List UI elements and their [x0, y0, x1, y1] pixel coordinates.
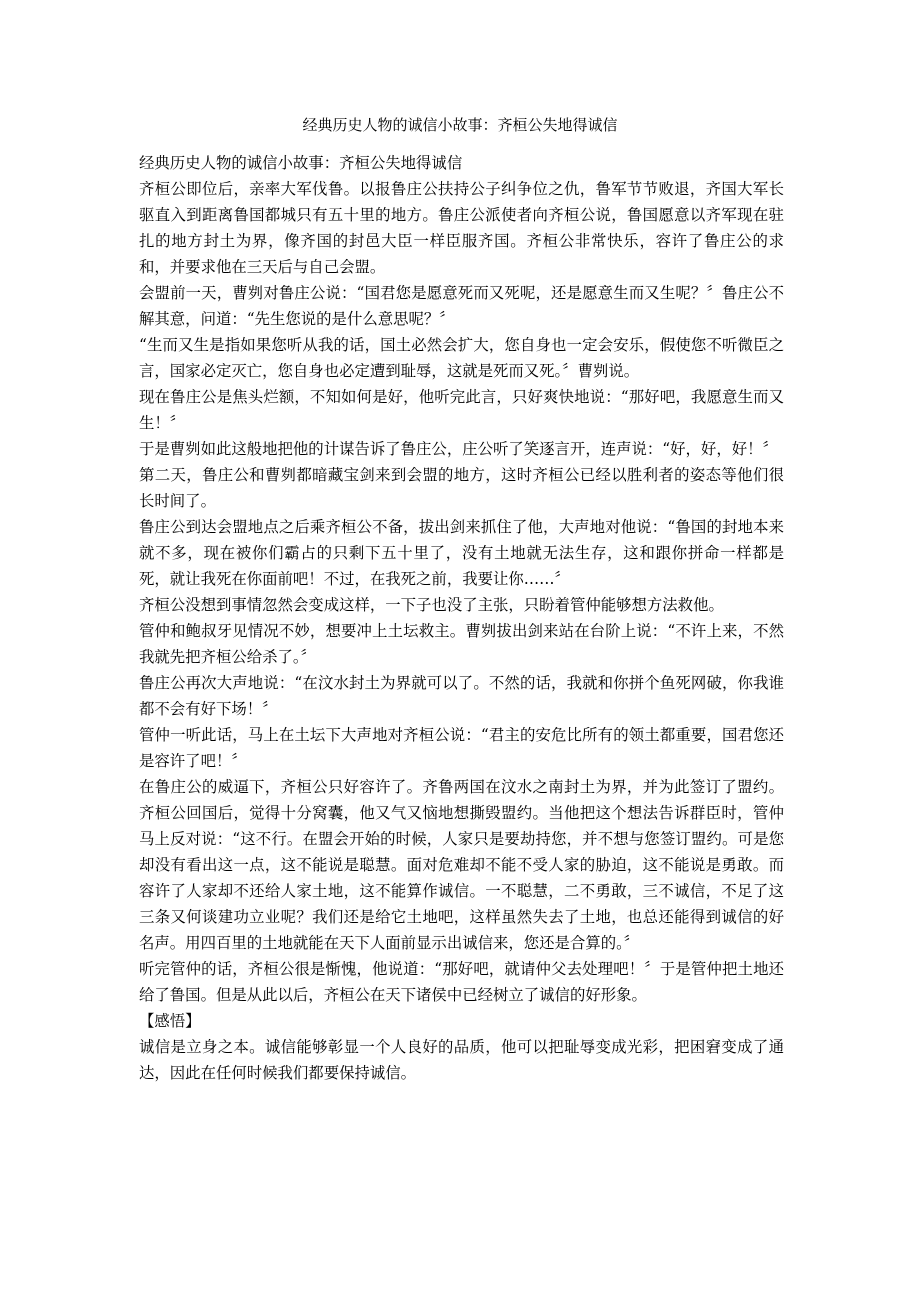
document-body: [139, 150, 784, 1086]
paragraph: 听完管仲的话，齐桓公很是惭愧，他说道：“那好吧，就请仲父去处理吧！〞于是管仲把土地还给了鲁国。但是从此以后，齐桓公在天下诸侯中已经树立了诚信的好形象。: [139, 960, 784, 1004]
section-heading: 【感悟】: [139, 1012, 201, 1030]
paragraph: 管仲一听此话，马上在土坛下大声地对齐桓公说：“君主的安危比所有的领土都重要，国君您还是容许了吧！〞: [139, 726, 784, 770]
document-title: 经典历史人物的诚信小故事：齐桓公失地得诚信: [302, 116, 618, 134]
paragraph: 在鲁庄公的威逼下，齐桓公只好容许了。齐鲁两国在汶水之南封土为界，并为此签订了盟约。齐桓公回国后，觉得十分窝囊，他又气又恼地想撕毁盟约。当他把这个想法告诉群臣时，管仲马上反对说：“这不行。在盟会开始的时候，人家只是要劫持您，并不想与您签订盟约。可是您却没有看出这一点，这不能说是聪慧。面对危难却不能不受人家的胁迫，这不能说是勇敢。而容许了人家却不还给人家土地，这不能算作诚信。一不聪慧，二不勇敢，三不诚信，不足了这三条又何谈建功立业呢？我们还是给它土地吧，这样虽然失去了土地，也总还能得到诚信的好名声。用四百里的土地就能在天下人面前显示出诚信来，您还是合算的。〞: [139, 778, 784, 952]
paragraph: “生而又生是指如果您听从我的话，国土必然会扩大，您自身也一定会安乐，假使您不听微臣之言，国家必定灭亡，您自身也必定遭到耻辱，这就是死而又死。〞曹刿说。: [139, 336, 784, 380]
paragraph: 第二天，鲁庄公和曹刿都暗藏宝剑来到会盟的地方，这时齐桓公已经以胜利者的姿态等他们很长时间了。: [139, 466, 784, 510]
paragraph: 于是曹刿如此这般地把他的计谋告诉了鲁庄公，庄公听了笑逐言开，连声说：“好，好，好！〞: [139, 440, 778, 458]
paragraph: 鲁庄公到达会盟地点之后乘齐桓公不备，拔出剑来抓住了他，大声地对他说：“鲁国的封地本来就不多，现在被你们霸占的只剩下五十里了，没有土地就无法生存，这和跟你拼命一样都是死，就让我死在你面前吧！不过，在我死之前，我要让你……〞: [139, 518, 784, 588]
paragraph: 齐桓公即位后，亲率大军伐鲁。以报鲁庄公扶持公子纠争位之仇，鲁军节节败退，齐国大军长驱直入到距离鲁国都城只有五十里的地方。鲁庄公派使者向齐桓公说，鲁国愿意以齐军现在驻扎的地方封土为界，像齐国的封邑大臣一样臣服齐国。齐桓公非常快乐，容许了鲁庄公的求和，并要求他在三天后与自己会盟。: [139, 180, 784, 276]
paragraph: 现在鲁庄公是焦头烂额，不知如何是好，他听完此言，只好爽快地说：“那好吧，我愿意生而又生！〞: [139, 388, 784, 432]
paragraph: 诚信是立身之本。诚信能够彰显一个人良好的品质，他可以把耻辱变成光彩，把困窘变成了通达，因此在任何时候我们都要保持诚信。: [139, 1038, 784, 1082]
paragraph: 管仲和鲍叔牙见情况不妙，想要冲上土坛救主。曹刿拔出剑来站在台阶上说：“不许上来，不然我就先把齐桓公给杀了。〞: [139, 622, 784, 666]
paragraph: 会盟前一天，曹刿对鲁庄公说：“国君您是愿意死而又死呢，还是愿意生而又生呢？〞鲁庄公不解其意，问道：“先生您说的是什么意思呢？〞: [139, 284, 784, 328]
paragraph-subtitle: 经典历史人物的诚信小故事：齐桓公失地得诚信: [139, 154, 463, 172]
paragraph: 齐桓公没想到事情忽然会变成这样，一下子也没了主张，只盼着管仲能够想方法救他。: [139, 596, 724, 614]
paragraph: 鲁庄公再次大声地说：“在汶水封土为界就可以了。不然的话，我就和你拼个鱼死网破，你我谁都不会有好下场！〞: [139, 674, 784, 718]
